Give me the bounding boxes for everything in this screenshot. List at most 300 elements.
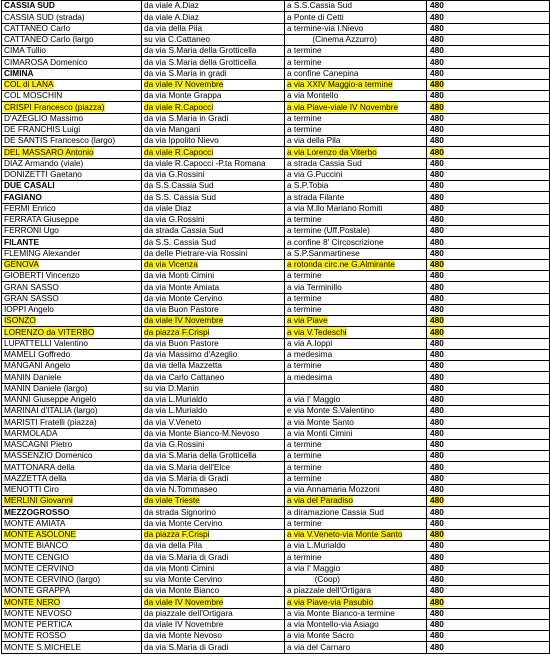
code-cell <box>427 462 550 473</box>
code-cell-text: 480 <box>430 281 444 292</box>
to-cell <box>285 158 427 169</box>
code-cell <box>427 46 550 57</box>
to-cell <box>285 586 427 597</box>
to-cell <box>285 304 427 315</box>
to-cell-text: a termine <box>287 450 322 461</box>
from-cell-text: da S.S. Cassia Sud <box>144 191 216 202</box>
street-name-cell-text: DE FRANCHIS Luigi <box>4 124 81 135</box>
from-cell <box>142 34 285 45</box>
code-cell-text: 480 <box>430 608 444 618</box>
street-name-cell <box>2 23 142 34</box>
from-cell <box>142 203 285 214</box>
code-cell <box>427 428 550 439</box>
from-cell-text: da via Monte Cervino <box>144 293 223 303</box>
street-name-cell-text: MARINAI d'ITALIA (largo) <box>4 405 98 416</box>
to-cell <box>285 462 427 473</box>
to-cell-text: a termine-via I.Nievo <box>287 23 364 33</box>
to-cell <box>285 597 427 608</box>
from-cell-text: da viale Trieste <box>144 495 200 506</box>
code-cell <box>427 574 550 585</box>
street-name-cell <box>2 451 142 462</box>
street-name-cell <box>2 214 142 225</box>
table-row <box>2 293 550 304</box>
to-cell-text: a via L.Murialdo <box>287 540 346 551</box>
from-cell <box>142 518 285 529</box>
to-cell <box>285 529 427 540</box>
code-cell <box>427 271 550 282</box>
from-cell <box>142 372 285 383</box>
street-name-cell <box>2 574 142 585</box>
to-cell <box>285 507 427 518</box>
from-cell <box>142 192 285 203</box>
table-row <box>2 518 550 529</box>
street-name-cell <box>2 552 142 563</box>
table-row <box>2 91 550 102</box>
code-cell <box>427 68 550 79</box>
to-cell-text: a via Piave <box>287 315 328 326</box>
to-cell-text: a via G.Puccini <box>287 169 343 180</box>
from-cell <box>142 473 285 484</box>
code-cell-text: 480 <box>430 540 444 551</box>
code-cell <box>427 608 550 619</box>
code-cell <box>427 563 550 574</box>
code-cell <box>427 158 550 169</box>
to-cell <box>285 23 427 34</box>
street-name-cell <box>2 304 142 315</box>
street-name-cell <box>2 529 142 540</box>
street-name-cell <box>2 496 142 507</box>
code-cell <box>427 451 550 462</box>
street-name-cell-text: D'AZEGLIO Massimo <box>4 113 84 123</box>
to-cell <box>285 451 427 462</box>
street-name-cell-text: MASCAGNI Pietro <box>4 439 73 450</box>
street-name-cell-text: DIAZ Armando (viale) <box>4 158 84 168</box>
code-cell-text: 480 <box>430 574 444 585</box>
code-cell <box>427 507 550 518</box>
code-cell-text: 480 <box>430 383 444 393</box>
street-name-cell-text: MONTE CERVINO (largo) <box>4 574 101 585</box>
to-cell-text: a S.S.Cassia Sud <box>287 0 353 11</box>
from-cell-text: da via S.Maria di Gradi <box>144 473 229 483</box>
from-cell <box>142 394 285 405</box>
to-cell <box>285 259 427 270</box>
code-cell <box>427 136 550 147</box>
to-cell-text: a via XXIV Maggio-a termine <box>287 79 393 90</box>
street-name-cell <box>2 349 142 360</box>
from-cell <box>142 428 285 439</box>
code-cell <box>427 406 550 417</box>
from-cell <box>142 124 285 135</box>
from-cell <box>142 507 285 518</box>
code-cell <box>427 214 550 225</box>
street-name-cell-text: MONTE CENGIO <box>4 551 69 562</box>
table-row <box>2 349 550 360</box>
street-name-cell-text: COL di LANA <box>4 79 54 90</box>
to-cell <box>285 417 427 428</box>
from-cell <box>142 451 285 462</box>
to-cell-text: a termine <box>287 124 322 135</box>
table-row <box>2 248 550 259</box>
code-cell <box>427 226 550 237</box>
from-cell <box>142 46 285 57</box>
from-cell <box>142 608 285 619</box>
street-name-cell-text: MARMOLADA <box>4 428 58 438</box>
table-row <box>2 406 550 417</box>
from-cell-text: su via D.Manin <box>144 383 199 393</box>
table-row <box>2 1 550 12</box>
from-cell-text: da viale Diaz <box>144 203 192 213</box>
table-row <box>2 484 550 495</box>
code-cell <box>427 597 550 608</box>
street-name-cell <box>2 462 142 473</box>
to-cell-text: a via M.llo Mariano Romiti <box>287 203 383 213</box>
table-row <box>2 147 550 158</box>
code-cell-text: 480 <box>430 270 444 281</box>
code-cell <box>427 473 550 484</box>
table-row <box>2 417 550 428</box>
code-cell <box>427 282 550 293</box>
from-cell <box>142 226 285 237</box>
to-cell-text: a via Monte Santo <box>287 416 354 427</box>
from-cell <box>142 361 285 372</box>
from-cell-text: da via Ippolito Nievo <box>144 135 219 146</box>
street-name-cell-text: MEZZOGROSSO <box>4 506 70 517</box>
street-name-cell-text: DUE CASALI <box>4 180 55 191</box>
to-cell-text: a via Piave-viale IV Novembre <box>287 101 399 112</box>
from-cell <box>142 91 285 102</box>
to-cell-text: a via Piave-via Pasubio <box>287 596 374 607</box>
street-name-cell-text: MANIN Daniele (largo) <box>4 383 88 393</box>
code-cell-text: 480 <box>430 360 444 371</box>
code-cell <box>427 349 550 360</box>
from-cell <box>142 586 285 597</box>
table-row <box>2 541 550 552</box>
street-name-cell-text: MANGANI Angelo <box>4 360 71 371</box>
code-cell-text: 480 <box>430 191 444 202</box>
street-name-cell-text: CIMAROSA Domenico <box>4 56 88 67</box>
from-cell-text: da via Massimo d'Azeglio <box>144 349 238 360</box>
table-row <box>2 68 550 79</box>
code-cell <box>427 259 550 270</box>
table-row <box>2 563 550 574</box>
code-cell <box>427 237 550 248</box>
to-cell <box>285 338 427 349</box>
to-cell-text: a via V.Veneto-via Monte Santo <box>287 529 403 540</box>
to-cell-text: a via Terminillo <box>287 281 342 292</box>
street-name-cell <box>2 147 142 158</box>
code-cell <box>427 394 550 405</box>
to-cell <box>285 541 427 552</box>
from-cell-text: da via S.Maria di Gradi <box>144 551 229 562</box>
from-cell <box>142 597 285 608</box>
from-cell-text: da viale R.Capocci <box>144 146 214 157</box>
to-cell-text: a via V.Tedeschi <box>287 326 347 337</box>
street-name-cell <box>2 361 142 372</box>
table-row <box>2 79 550 90</box>
street-name-cell <box>2 417 142 428</box>
from-cell-text: da via V.Veneto <box>144 416 202 427</box>
table-row <box>2 529 550 540</box>
street-name-cell <box>2 406 142 417</box>
code-cell <box>427 619 550 630</box>
street-name-cell <box>2 124 142 135</box>
street-name-cell-text: MANNI Giuseppe Angelo <box>4 394 97 405</box>
to-cell-text: e via Monte S.Valentino <box>287 405 375 416</box>
street-name-cell <box>2 473 142 484</box>
from-cell <box>142 158 285 169</box>
table-row <box>2 226 550 237</box>
code-cell <box>427 248 550 259</box>
code-cell-text: 480 <box>430 518 444 528</box>
from-cell-text: da via Mangani <box>144 124 201 135</box>
table-row <box>2 12 550 23</box>
street-name-cell-text: GENOVA <box>4 259 39 270</box>
to-cell <box>285 563 427 574</box>
from-cell <box>142 631 285 642</box>
street-name-cell-text: FERMI Enrico <box>4 203 56 213</box>
to-cell <box>285 361 427 372</box>
from-cell <box>142 271 285 282</box>
table-row <box>2 136 550 147</box>
from-cell-text: da via L.Murialdo <box>144 405 208 416</box>
street-name-cell <box>2 631 142 642</box>
from-cell-text: da via Buon Pastore <box>144 338 219 348</box>
code-cell <box>427 124 550 135</box>
to-cell <box>285 327 427 338</box>
street-name-cell <box>2 642 142 653</box>
street-name-cell-text: CATTANEO Carlo <box>4 23 71 33</box>
street-name-cell <box>2 68 142 79</box>
from-cell-text: da via N.Tommaseo <box>144 484 218 495</box>
code-cell-text: 480 <box>430 169 444 180</box>
code-cell <box>427 484 550 495</box>
from-cell <box>142 642 285 653</box>
code-cell <box>427 23 550 34</box>
code-cell <box>427 631 550 642</box>
street-name-cell-text: GRAN SASSO <box>4 293 59 303</box>
from-cell <box>142 1 285 12</box>
street-name-cell <box>2 563 142 574</box>
table-row <box>2 574 550 585</box>
street-name-cell <box>2 282 142 293</box>
to-cell <box>285 372 427 383</box>
to-cell <box>285 316 427 327</box>
from-cell-text: da piazza F.Crispi <box>144 529 210 540</box>
from-cell-text: da via Monti Cimini <box>144 563 215 573</box>
code-cell-text: 480 <box>430 563 444 573</box>
street-name-cell-text: IOPPI Angelo <box>4 304 54 315</box>
from-cell <box>142 57 285 68</box>
from-cell-text: da via S.Maria della Grotticella <box>144 56 257 67</box>
to-cell <box>285 68 427 79</box>
from-cell-text: da viale IV Novembre <box>144 596 224 607</box>
code-cell-text: 480 <box>430 371 444 382</box>
from-cell-text: da S.S. Cassia Sud <box>144 236 216 247</box>
code-cell <box>427 316 550 327</box>
to-cell <box>285 12 427 23</box>
from-cell-text: da S.S.Cassia Sud <box>144 180 214 191</box>
from-cell-text: da strada Cassia Sud <box>144 225 224 236</box>
code-cell-text: 480 <box>430 641 444 652</box>
street-name-cell <box>2 102 142 113</box>
from-cell <box>142 169 285 180</box>
code-cell <box>427 439 550 450</box>
to-cell <box>285 406 427 417</box>
from-cell <box>142 574 285 585</box>
code-cell-text: 480 <box>430 101 444 112</box>
code-cell <box>427 417 550 428</box>
to-cell-text: a via A.Ioppi <box>287 338 333 348</box>
from-cell <box>142 248 285 259</box>
from-cell-text: da via Vicenza <box>144 259 198 270</box>
table-row <box>2 473 550 484</box>
from-cell-text: da viale A.Diaz <box>144 0 199 11</box>
code-cell-text: 480 <box>430 23 444 33</box>
from-cell-text: da via Monte Bianco <box>144 585 220 596</box>
to-cell <box>285 293 427 304</box>
from-cell <box>142 136 285 147</box>
to-cell-text: a confine Canepina <box>287 68 359 78</box>
to-cell <box>285 57 427 68</box>
to-cell-text: a termine <box>287 270 322 281</box>
from-cell <box>142 619 285 630</box>
to-cell <box>285 439 427 450</box>
from-cell <box>142 282 285 293</box>
street-name-cell <box>2 169 142 180</box>
code-cell <box>427 102 550 113</box>
to-cell <box>285 34 427 45</box>
street-table <box>1 0 550 654</box>
table-row <box>2 631 550 642</box>
code-cell-text: 480 <box>430 248 444 258</box>
table-row <box>2 237 550 248</box>
table-row <box>2 394 550 405</box>
to-cell <box>285 484 427 495</box>
from-cell <box>142 181 285 192</box>
code-cell-text: 480 <box>430 236 444 247</box>
from-cell <box>142 79 285 90</box>
table-row <box>2 181 550 192</box>
to-cell <box>285 226 427 237</box>
street-name-cell-text: MONTE PERTICA <box>4 619 73 630</box>
from-cell-text: da via Monte Bianco-M.Nevoso <box>144 428 260 438</box>
code-cell <box>427 541 550 552</box>
to-cell-text: a termine <box>287 461 322 472</box>
to-cell-text: a strada Filante <box>287 191 345 202</box>
street-name-cell-text: MARISTI Fratelli (piazza) <box>4 416 97 427</box>
to-cell-text: a via I' Maggio <box>287 394 341 405</box>
to-cell-text: a termine (Uff.Postale) <box>287 225 370 236</box>
table-row <box>2 203 550 214</box>
table-row <box>2 619 550 630</box>
street-name-cell <box>2 271 142 282</box>
from-cell-text: da via S.Maria in Gradi <box>144 113 229 123</box>
street-name-cell-text: DONIZETTI Gaetano <box>4 169 82 180</box>
from-cell <box>142 293 285 304</box>
to-cell-text: a diramazione Cassia Sud <box>287 506 384 517</box>
street-name-cell-text: MONTE ASOLONE <box>4 529 76 540</box>
from-cell-text: su via Monte Cervino <box>144 574 222 585</box>
from-cell <box>142 237 285 248</box>
street-name-cell <box>2 439 142 450</box>
from-cell <box>142 496 285 507</box>
table-row <box>2 361 550 372</box>
street-name-cell <box>2 293 142 304</box>
to-cell-text: a via Monti Cimini <box>287 428 353 438</box>
from-cell <box>142 102 285 113</box>
from-cell <box>142 259 285 270</box>
to-cell-text: a termine <box>287 304 322 315</box>
table-row <box>2 113 550 124</box>
to-cell <box>285 552 427 563</box>
code-cell-text: 480 <box>430 34 444 45</box>
street-name-cell-text: LORENZO da VITERBO <box>4 326 95 337</box>
code-cell <box>427 113 550 124</box>
to-cell <box>285 282 427 293</box>
to-cell-text: a via I' Maggio <box>287 563 341 573</box>
code-cell-text: 480 <box>430 495 444 506</box>
to-cell-text: a via Lorenzo da Viterbo <box>287 146 377 157</box>
from-cell <box>142 529 285 540</box>
street-name-cell-text: LUPATTELLI Valentino <box>4 338 88 348</box>
to-cell-text: a termine <box>287 113 322 123</box>
table-row <box>2 608 550 619</box>
street-name-cell <box>2 158 142 169</box>
street-name-cell <box>2 316 142 327</box>
code-cell-text: 480 <box>430 0 444 11</box>
code-cell-text: 480 <box>430 135 444 146</box>
street-table-body <box>2 1 550 654</box>
to-cell <box>285 574 427 585</box>
to-cell-text: a S.P.Tobia <box>287 180 329 191</box>
code-cell-text: 480 <box>430 45 444 56</box>
code-cell-text: 480 <box>430 79 444 90</box>
to-cell-text: a confine 8' Circoscrizione <box>287 236 384 247</box>
from-cell <box>142 484 285 495</box>
to-cell <box>285 248 427 259</box>
code-cell-text: 480 <box>430 428 444 438</box>
code-cell-text: 480 <box>430 326 444 337</box>
to-cell <box>285 631 427 642</box>
street-name-cell-text: CIMA Tullio <box>4 45 46 56</box>
to-cell-text: a termine <box>287 439 322 450</box>
street-name-cell-text: MONTE CERVINO <box>4 563 74 573</box>
from-cell-text: da viale IV Novembre <box>144 315 224 326</box>
street-name-cell <box>2 113 142 124</box>
code-cell-text: 480 <box>430 113 444 123</box>
street-name-cell <box>2 237 142 248</box>
to-cell <box>285 349 427 360</box>
code-cell <box>427 586 550 597</box>
table-row <box>2 451 550 462</box>
from-cell-text: da via Monti Cimini <box>144 270 215 281</box>
from-cell <box>142 214 285 225</box>
street-name-cell-text: MONTE NERO <box>4 596 61 607</box>
table-row <box>2 102 550 113</box>
code-cell <box>427 34 550 45</box>
street-name-cell-text: MONTE S.MICHELE <box>4 641 81 652</box>
code-cell-text: 480 <box>430 259 444 270</box>
street-name-cell <box>2 34 142 45</box>
from-cell-text: da piazza F.Crispi <box>144 326 210 337</box>
code-cell-text: 480 <box>430 551 444 562</box>
to-cell <box>285 192 427 203</box>
from-cell-text: da piazzale dell'Ortigara <box>144 608 233 618</box>
table-row <box>2 304 550 315</box>
code-cell-text: 480 <box>430 585 444 596</box>
from-cell <box>142 23 285 34</box>
to-cell <box>285 608 427 619</box>
